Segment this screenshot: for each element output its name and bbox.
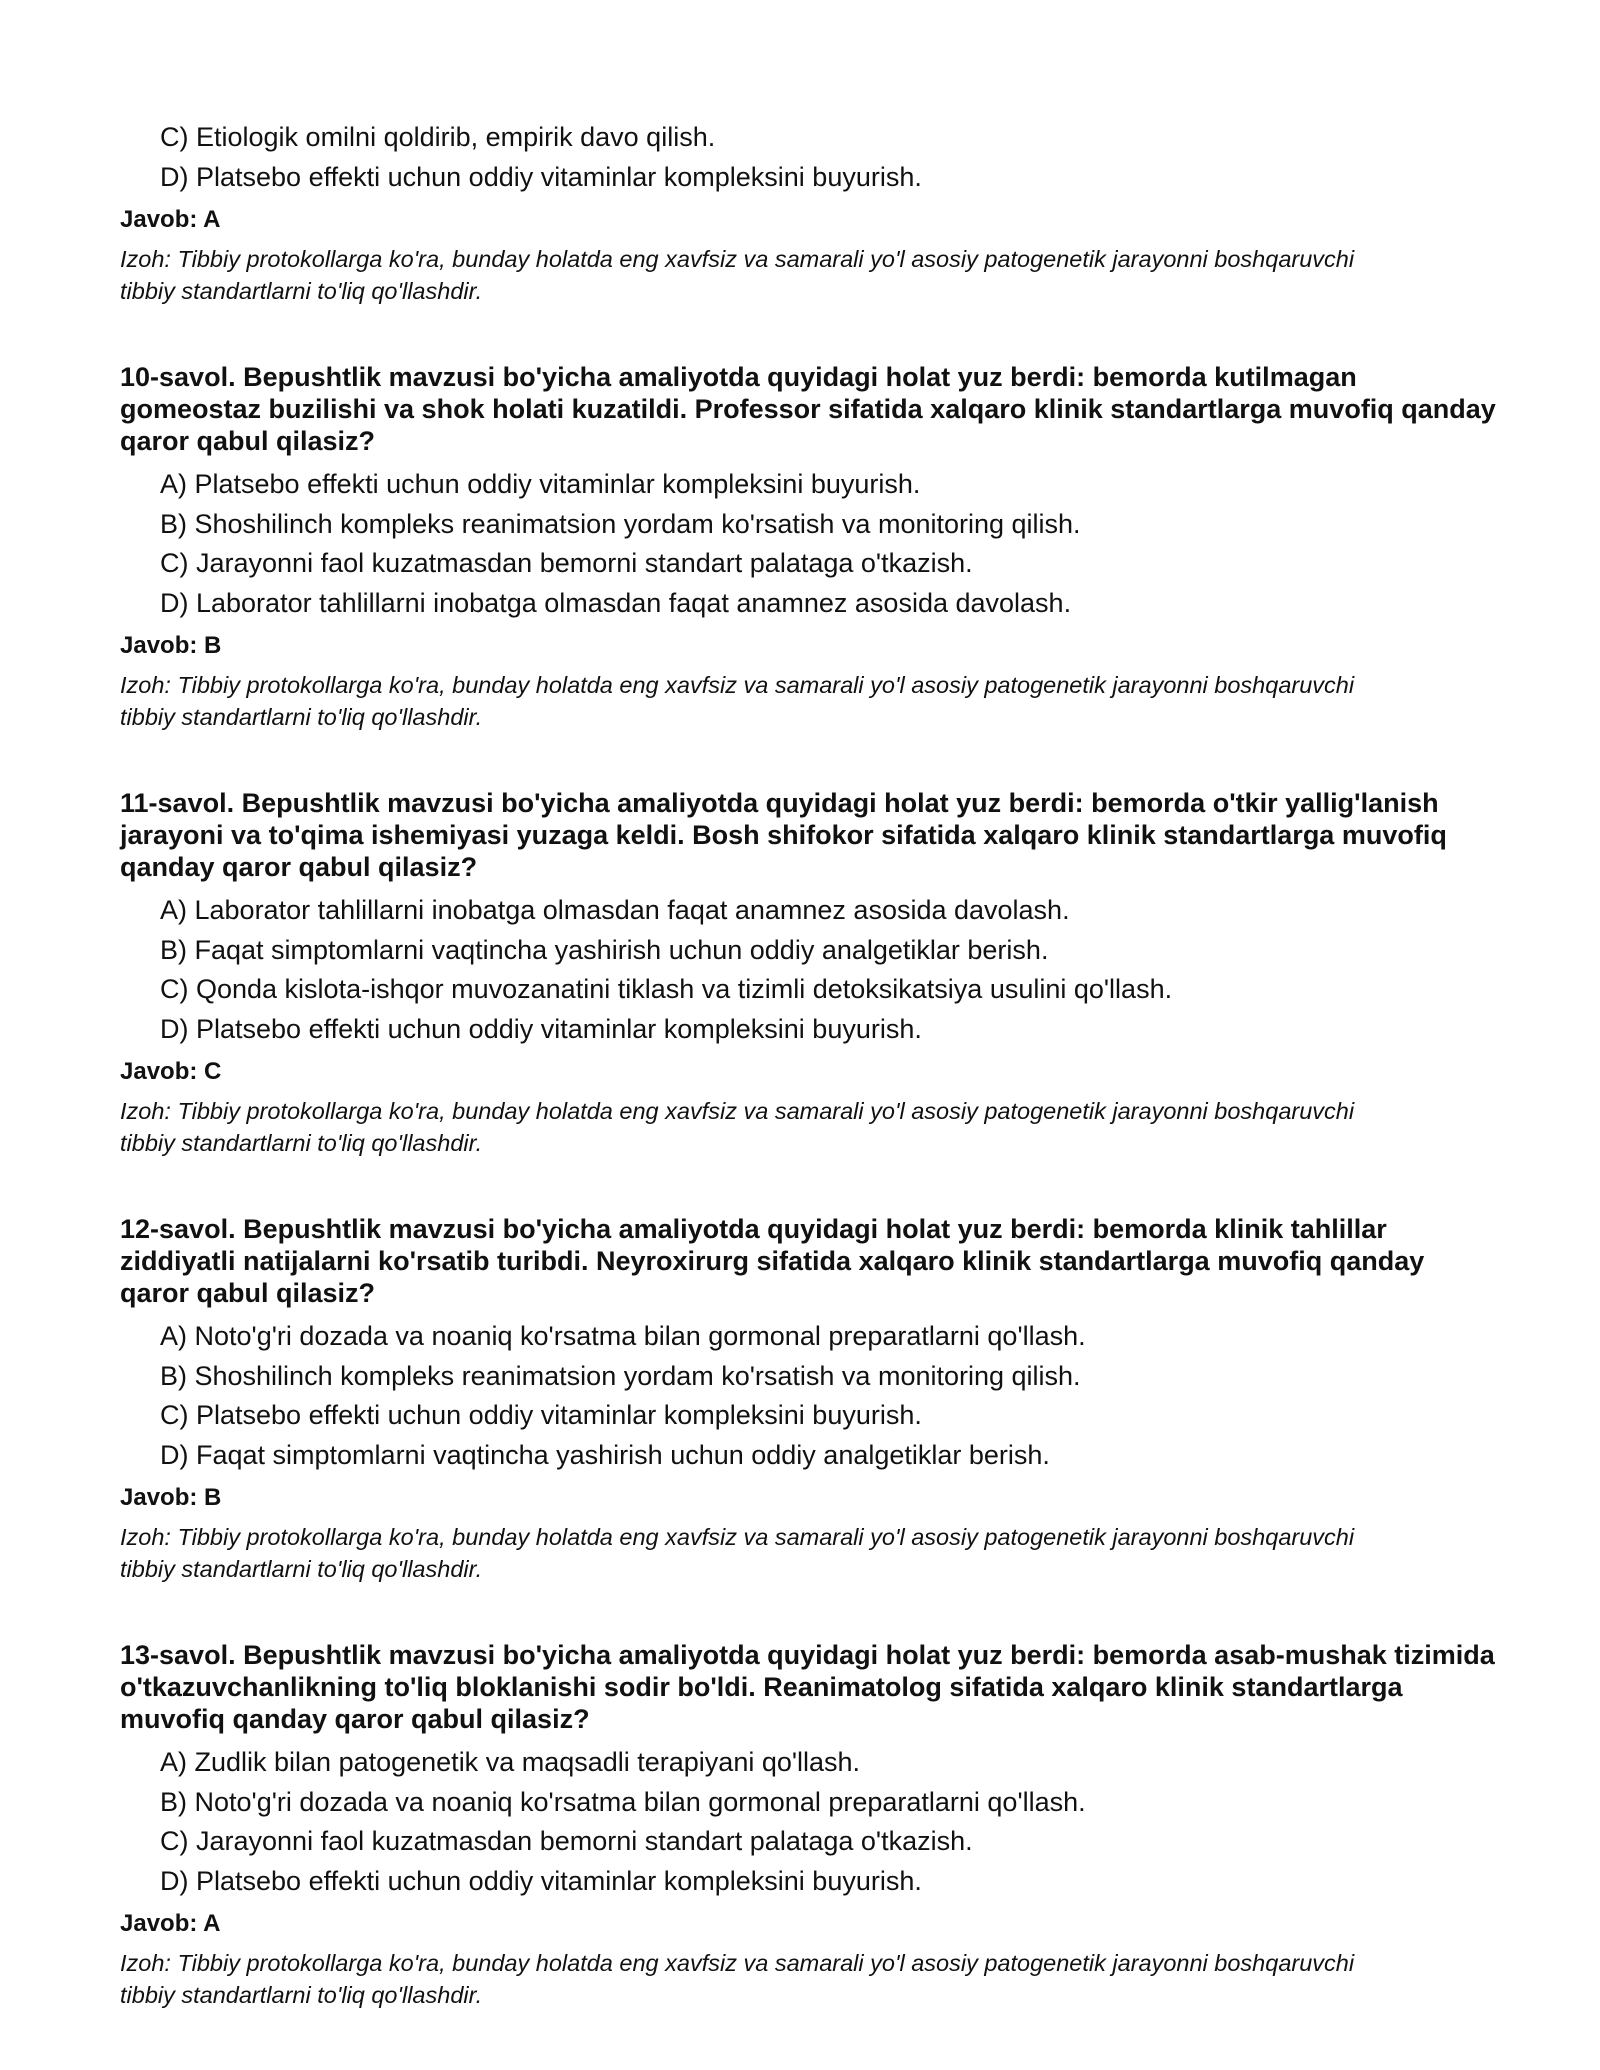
option-a: A) Laborator tahlillarni inobatga olmasdan faqat anamnez asosida davolash.	[160, 895, 1070, 925]
explanation-text: Izoh: Tibbiy protokollarga ko'ra, bunday holatda eng xavfsiz va samarali yo'l asosiy patogenetik jarayonni boshqaruvchi tibbiy standartlarni to'liq qo'llashdir.	[120, 1950, 1355, 2008]
option-c: C) Etiologik omilni qoldirib, empirik davo qilish.	[160, 122, 716, 152]
option-a: A) Platsebo effekti uchun oddiy vitaminlar kompleksini buyurish.	[160, 469, 921, 499]
option-d: D) Platsebo effekti uchun oddiy vitaminlar kompleksini buyurish.	[160, 1013, 922, 1044]
explanation-text: Izoh: Tibbiy protokollarga ko'ra, bunday holatda eng xavfsiz va samarali yo'l asosiy patogenetik jarayonni boshqaruvchi tibbiy standartlarni to'liq qo'llashdir.	[120, 672, 1355, 730]
options-list	[120, 1317, 1500, 1475]
option-d: D) Faqat simptomlarni vaqtincha yashirish uchun oddiy analgetiklar berish.	[160, 1439, 1050, 1470]
question-title: 10-savol. Bepushtlik mavzusi bo'yicha amaliyotda quyidagi holat yuz berdi: bemorda kutilmagan gomeostaz buzilishi va shok holati kuzatildi. Professor sifatida xalqaro klinik standartlarga muvofiq qanday qaror qabul qilasiz?	[120, 362, 1496, 456]
question-title: 11-savol. Bepushtlik mavzusi bo'yicha amaliyotda quyidagi holat yuz berdi: bemorda o'tkir yallig'lanish jarayoni va to'qima ishemiyasi yuzaga keldi. Bosh shifokor sifatida xalqaro klinik standartlarga muvofiq qanday qaror qabul qilasiz?	[120, 788, 1447, 882]
explanation-text: Izoh: Tibbiy protokollarga ko'ra, bunday holatda eng xavfsiz va samarali yo'l asosiy patogenetik jarayonni boshqaruvchi tibbiy standartlarni to'liq qo'llashdir.	[120, 246, 1355, 304]
document-content	[120, 118, 1500, 2011]
option-b: B) Shoshilinch kompleks reanimatsion yordam ko'rsatish va monitoring qilish.	[160, 1360, 1081, 1391]
option-a: A) Zudlik bilan patogenetik va maqsadli terapiyani qo'llash.	[160, 1747, 861, 1777]
previous-question-fragment	[120, 118, 1500, 307]
answer-label: Javob: A	[120, 206, 221, 233]
answer-label: Javob: C	[120, 1058, 222, 1085]
question-11	[120, 787, 1500, 1159]
answer-label: Javob: A	[120, 1910, 221, 1937]
option-d: D) Laborator tahlillarni inobatga olmasdan faqat anamnez asosida davolash.	[160, 587, 1072, 618]
question-title: 12-savol. Bepushtlik mavzusi bo'yicha amaliyotda quyidagi holat yuz berdi: bemorda klinik tahlillar ziddiyatli natijalarni ko'rsatib turibdi. Neyroxirurg sifatida xalqaro klinik standartlarga muvofiq qanday qaror qabul qilasiz?	[120, 1214, 1425, 1308]
option-b: B) Shoshilinch kompleks reanimatsion yordam ko'rsatish va monitoring qilish.	[160, 508, 1081, 539]
question-title: 13-savol. Bepushtlik mavzusi bo'yicha amaliyotda quyidagi holat yuz berdi: bemorda asab-mushak tizimida o'tkazuvchanlikning to'liq bloklanishi sodir bo'ldi. Reanimatolog sifatida xalqaro klinik standartlarga muvofiq qanday qaror qabul qilasiz?	[120, 1640, 1495, 1734]
options-list	[120, 1743, 1500, 1901]
option-d: D) Platsebo effekti uchun oddiy vitaminlar kompleksini buyurish.	[160, 1865, 922, 1896]
explanation-text: Izoh: Tibbiy protokollarga ko'ra, bunday holatda eng xavfsiz va samarali yo'l asosiy patogenetik jarayonni boshqaruvchi tibbiy standartlarni to'liq qo'llashdir.	[120, 1098, 1355, 1156]
question-10	[120, 361, 1500, 733]
options-list	[120, 118, 1500, 197]
answer-label: Javob: B	[120, 1484, 222, 1511]
options-list	[120, 465, 1500, 623]
option-b: B) Noto'g'ri dozada va noaniq ko'rsatma bilan gormonal preparatlarni qo'llash.	[160, 1786, 1086, 1817]
option-c: C) Qonda kislota-ishqor muvozanatini tiklash va tizimli detoksikatsiya usulini qo'llash.	[160, 974, 1173, 1004]
option-c: C) Jarayonni faol kuzatmasdan bemorni standart palataga o'tkazish.	[160, 548, 973, 578]
options-list	[120, 891, 1500, 1049]
option-b: B) Faqat simptomlarni vaqtincha yashirish uchun oddiy analgetiklar berish.	[160, 934, 1049, 965]
option-d: D) Platsebo effekti uchun oddiy vitaminlar kompleksini buyurish.	[160, 161, 922, 192]
option-c: C) Platsebo effekti uchun oddiy vitaminlar kompleksini buyurish.	[160, 1400, 922, 1430]
option-c: C) Jarayonni faol kuzatmasdan bemorni standart palataga o'tkazish.	[160, 1826, 973, 1856]
answer-label: Javob: B	[120, 632, 222, 659]
question-12	[120, 1213, 1500, 1585]
option-a: A) Noto'g'ri dozada va noaniq ko'rsatma bilan gormonal preparatlarni qo'llash.	[160, 1321, 1086, 1351]
question-13	[120, 1639, 1500, 2011]
explanation-text: Izoh: Tibbiy protokollarga ko'ra, bunday holatda eng xavfsiz va samarali yo'l asosiy patogenetik jarayonni boshqaruvchi tibbiy standartlarni to'liq qo'llashdir.	[120, 1524, 1355, 1582]
